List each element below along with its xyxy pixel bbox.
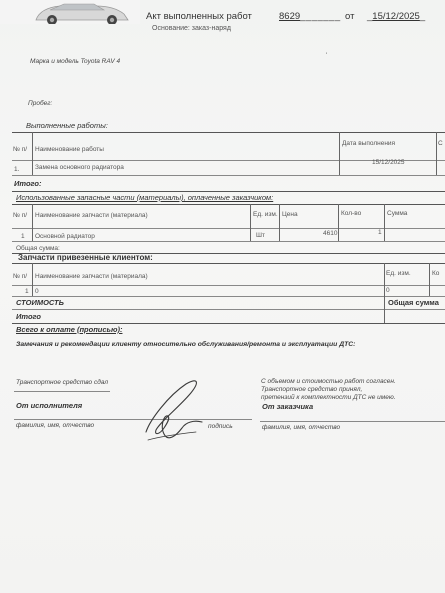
parts-paid-col-name: Наименование запчасти (материала) bbox=[35, 212, 148, 219]
act-number: 8629_______ bbox=[279, 11, 341, 22]
act-date: _15/12/2025_ bbox=[367, 11, 426, 22]
total-sum-label: Общая сумма bbox=[388, 298, 439, 307]
parts-paid-row-unit: Шт bbox=[256, 232, 265, 239]
remarks-label: Замечания и рекомендации клиенту относительно обслуживания/ремонта и эксплуатации ДТС: bbox=[16, 341, 356, 348]
parts-client-total-label: Итого bbox=[16, 312, 41, 321]
agree-text-line-1: С объемом и стоимостью работ согласен. bbox=[261, 378, 396, 385]
parts-paid-row-name: Основной радиатор bbox=[35, 233, 95, 240]
parts-paid-row-price: 4610 bbox=[323, 230, 338, 237]
parts-paid-col-qty: Кол-во bbox=[341, 210, 362, 217]
parts-client-row-no: 1 bbox=[25, 288, 29, 295]
parts-paid-row-no: 1 bbox=[21, 233, 25, 240]
parts-paid-col-price: Цена bbox=[282, 211, 298, 218]
works-row-date: 15/12/2025 bbox=[372, 159, 405, 166]
parts-client-col-unit: Ед. изм. bbox=[386, 270, 411, 277]
works-row-name: Замена основного радиатора bbox=[35, 164, 124, 171]
cost-label: СТОИМОСТЬ bbox=[16, 298, 64, 307]
works-row-no: 1. bbox=[14, 166, 20, 173]
parts-paid-col-no: № п/ bbox=[13, 212, 28, 219]
car-logo-image bbox=[0, 0, 140, 24]
parts-client-row-value: 0 bbox=[35, 288, 39, 295]
parts-client-col-no: № п/ bbox=[13, 273, 28, 280]
parts-paid-total-label: Общая сумма: bbox=[16, 245, 60, 252]
stray-mark: ' bbox=[326, 52, 328, 59]
act-title: Акт выполненных работ bbox=[146, 11, 252, 22]
customer-fio-label: фамилия, имя, отчество bbox=[262, 424, 341, 431]
vehicle-model: Марка и модель Toyota RAV 4 bbox=[30, 58, 121, 65]
parts-paid-title: Использованные запасные части (материалы), оплаченные заказчиком: bbox=[16, 193, 274, 202]
parts-client-row-qty: 0 bbox=[386, 287, 390, 294]
from-customer-label: От заказчика bbox=[262, 402, 314, 411]
parts-client-col-name: Наименование запчасти (материала) bbox=[35, 273, 148, 280]
parts-client-title: Запчасти привезенные клиентом: bbox=[18, 253, 153, 262]
agree-text-line-3: претензий к комплектности ДТС не имею. bbox=[261, 394, 396, 401]
parts-client-col-qty: Ко bbox=[432, 270, 440, 277]
vehicle-handed-label: Транспортное средство сдал bbox=[16, 379, 109, 386]
executor-sign-label: подпись bbox=[208, 423, 233, 430]
parts-paid-col-sum: Сумма bbox=[387, 210, 408, 217]
works-col-extra: С bbox=[438, 140, 443, 147]
works-col-date: Дата выполнения bbox=[342, 140, 396, 147]
handwritten-signature bbox=[138, 374, 208, 446]
mileage-label: Пробег: bbox=[28, 100, 53, 107]
works-total-label: Итого: bbox=[14, 179, 42, 188]
parts-paid-row-qty: 1 bbox=[378, 229, 382, 236]
total-in-words-label: Всего к оплате (прописью): bbox=[16, 325, 123, 334]
agree-text-line-2: Транспортное средство принял, bbox=[261, 386, 363, 393]
executor-fio-label: фамилия, имя, отчество bbox=[16, 422, 95, 429]
parts-paid-col-unit: Ед. изм. bbox=[253, 211, 278, 218]
works-col-no: № п/ bbox=[13, 146, 28, 153]
works-title: Выполненные работы: bbox=[26, 121, 108, 130]
act-basis: Основание: заказ-наряд bbox=[152, 25, 231, 32]
from-executor-label: От исполнителя bbox=[16, 401, 83, 410]
act-date-prefix: от bbox=[345, 11, 355, 22]
works-col-name: Наименование работы bbox=[35, 146, 104, 153]
